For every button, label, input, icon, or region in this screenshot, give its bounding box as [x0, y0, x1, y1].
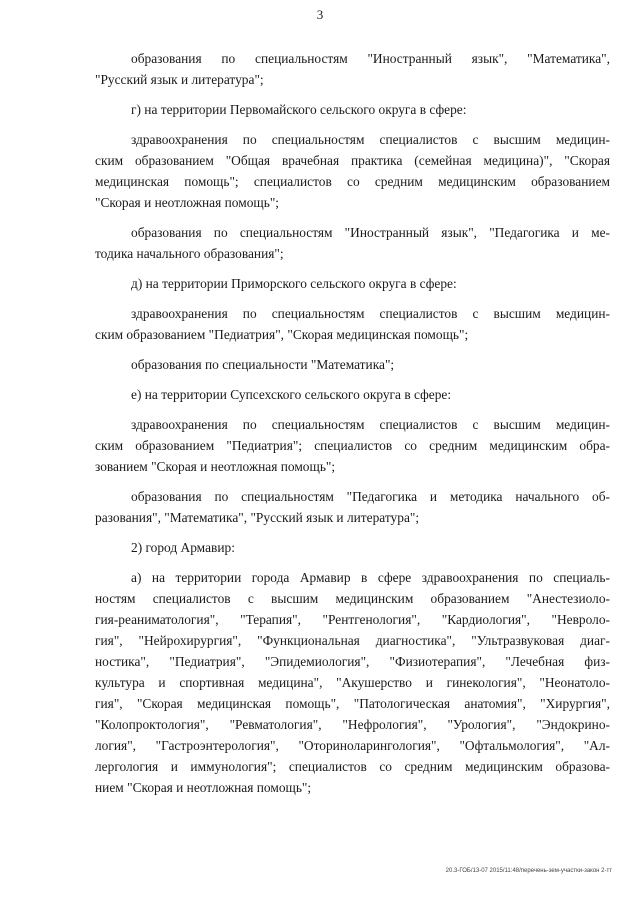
paragraph-gap: [95, 798, 610, 807]
text-line: зованием "Скорая и неотложная помощь";: [95, 459, 336, 474]
paragraph-gap: [95, 90, 610, 99]
text-line: образования по специальностям "Иностранный язык", "Педагогика и ме-: [131, 225, 610, 240]
text-line: лергология и иммунология"; специалистов со средним медицинским образова-: [95, 759, 610, 774]
paragraph-gap: [95, 120, 610, 129]
text-line: логия", "Гастроэнтерология", "Оториноларингология", "Офтальмология", "Ал-: [95, 738, 610, 753]
text-line: а) на территории города Армавир в сфере здравоохранения по специаль-: [131, 570, 610, 585]
text-line: "Колопроктология", "Ревматология", "Нефрология", "Урология", "Эндокрино-: [95, 717, 610, 732]
paragraph-gap: [95, 375, 610, 384]
paragraph-gap: [95, 558, 610, 567]
text-line: образования по специальностям "Педагогика и методика начального об-: [131, 489, 610, 504]
text-line: образования по специальностям "Иностранный язык", "Математика",: [131, 51, 610, 66]
paragraph-gap: [95, 405, 610, 414]
text-line: ским образованием "Педиатрия", "Скорая медицинская помощь";: [95, 327, 469, 342]
text-line: здравоохранения по специальностям специалистов с высшим медицин-: [131, 417, 610, 432]
document-body: [95, 48, 610, 807]
text-line: гия", "Скорая медицинская помощь", "Патологическая анатомия", "Хирургия",: [95, 696, 610, 711]
text-line: нием "Скорая и неотложная помощь";: [95, 780, 312, 795]
text-line: тодика начального образования";: [95, 246, 284, 261]
text-line: ским образованием "Педиатрия"; специалистов со средним медицинским обра-: [95, 438, 610, 453]
page-number: 3: [316, 7, 324, 22]
text-line: е) на территории Супсехского сельского округа в сфере:: [131, 387, 452, 402]
paragraph-gap: [95, 294, 610, 303]
text-line: здравоохранения по специальностям специалистов с высшим медицин-: [131, 306, 610, 321]
text-line: медицинская помощь"; специалистов со средним медицинским образованием: [95, 174, 610, 189]
text-line: образования по специальности "Математика";: [131, 357, 395, 372]
paragraph-gap: [95, 264, 610, 273]
text-line: г) на территории Первомайского сельского округа в сфере:: [131, 102, 467, 117]
text-line: ским образованием "Общая врачебная практика (семейная медицина)", "Скорая: [95, 153, 610, 168]
text-line: д) на территории Приморского сельского округа в сфере:: [131, 276, 457, 291]
text-line: гия", "Нейрохирургия", "Функциональная диагностика", "Ультразвуковая диаг-: [95, 633, 610, 648]
text-line: гия-реаниматология", "Терапия", "Рентгенология", "Кардиология", "Невроло-: [95, 612, 610, 627]
text-line: здравоохранения по специальностям специалистов с высшим медицин-: [131, 132, 610, 147]
text-line: 2) город Армавир:: [131, 540, 235, 555]
text-line: ностика", "Педиатрия", "Эпидемиология", "Физиотерапия", "Лечебная физ-: [95, 654, 610, 669]
footer-file-info: 20.3-ГОБ/13-07 2015/11:48/перечень-зем-участки-закон 2-тт: [445, 868, 612, 874]
text-line: культура и спортивная медицина", "Акушерство и гинекология", "Неонатоло-: [95, 675, 610, 690]
paragraph-gap: [95, 477, 610, 486]
text-line: "Русский язык и литература";: [95, 72, 264, 87]
paragraph-gap: [95, 528, 610, 537]
text-line: "Скорая и неотложная помощь";: [95, 195, 280, 210]
paragraph-gap: [95, 213, 610, 222]
paragraph-gap: [95, 345, 610, 354]
text-line: ностям специалистов с высшим медицинским образованием "Анестезиоло-: [95, 591, 610, 606]
text-line: разования", "Математика", "Русский язык и литература";: [95, 510, 420, 525]
